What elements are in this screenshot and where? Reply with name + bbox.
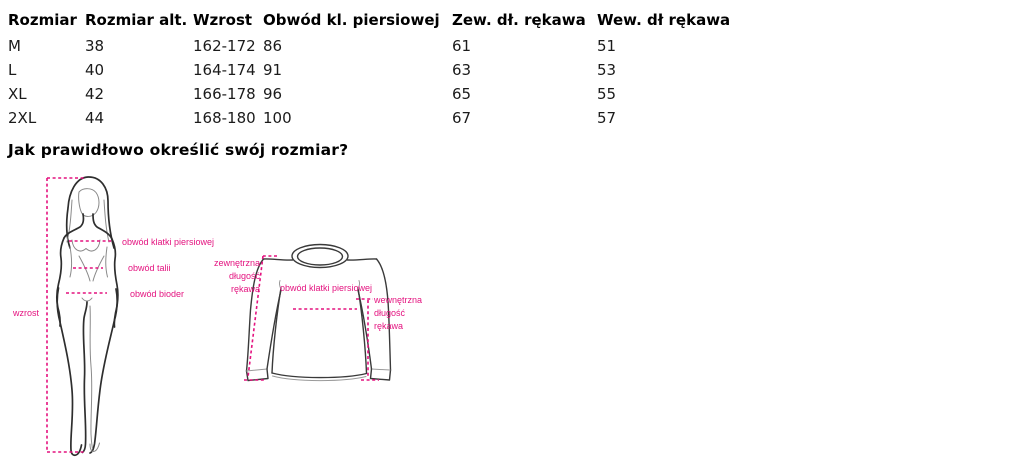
cell: 162-172: [193, 37, 256, 55]
col-header-wew-rekaw: Wew. dł rękawa: [597, 11, 731, 29]
cell: XL: [8, 85, 27, 103]
cell: 40: [85, 61, 105, 79]
label-shirt-chest: obwód klatki piersiowej: [279, 283, 373, 293]
body-measurement-lines: [47, 178, 113, 452]
cell: 91: [263, 61, 283, 79]
cell: 51: [597, 37, 617, 55]
cell: L: [8, 61, 17, 79]
cell: 2XL: [8, 109, 37, 127]
cell: 164-174: [193, 61, 256, 79]
cell: 96: [263, 85, 283, 103]
label-shirt-inner-sleeve: wewnętrzna długość rękawa: [374, 295, 423, 331]
section-heading: Jak prawidłowo określić swój rozmiar?: [8, 141, 349, 159]
size-table-header-row: [8, 6, 757, 34]
cell: 168-180: [193, 109, 256, 127]
table-row-l: [8, 58, 757, 82]
body-figure-sketch: [57, 177, 118, 455]
cell: 100: [263, 109, 292, 127]
size-table: [8, 6, 757, 130]
cell: 57: [597, 109, 617, 127]
col-header-rozmiar-alt: Rozmiar alt.: [85, 11, 188, 29]
cell: 38: [85, 37, 105, 55]
cell: M: [8, 37, 21, 55]
cell: 63: [452, 61, 472, 79]
col-header-wzrost: Wzrost: [193, 11, 253, 29]
cell: 55: [597, 85, 617, 103]
table-row-m: [8, 34, 757, 58]
cell: 42: [85, 85, 105, 103]
label-body-chest: obwód klatki piersiowej: [122, 237, 215, 247]
col-header-rozmiar: Rozmiar: [8, 11, 77, 29]
cell: 166-178: [193, 85, 256, 103]
col-header-zew-rekaw: Zew. dł. rękawa: [452, 11, 586, 29]
shirt-measurement-lines: [244, 256, 379, 380]
cell: 67: [452, 109, 472, 127]
cell: 86: [263, 37, 283, 55]
label-body-hips: obwód bioder: [130, 289, 185, 299]
label-shirt-outer-sleeve: zewnętrzna długość rękawa: [213, 258, 260, 294]
cell: 65: [452, 85, 472, 103]
label-body-height: wzrost: [13, 308, 40, 318]
cell: 44: [85, 109, 105, 127]
table-row-xl: [8, 82, 757, 106]
shirt-sketch: [247, 245, 391, 381]
col-header-obwod: Obwód kl. piersiowej: [263, 11, 440, 29]
cell: 61: [452, 37, 472, 55]
table-row-2xl: [8, 106, 757, 130]
label-body-waist: obwód talii: [128, 263, 171, 273]
cell: 53: [597, 61, 617, 79]
